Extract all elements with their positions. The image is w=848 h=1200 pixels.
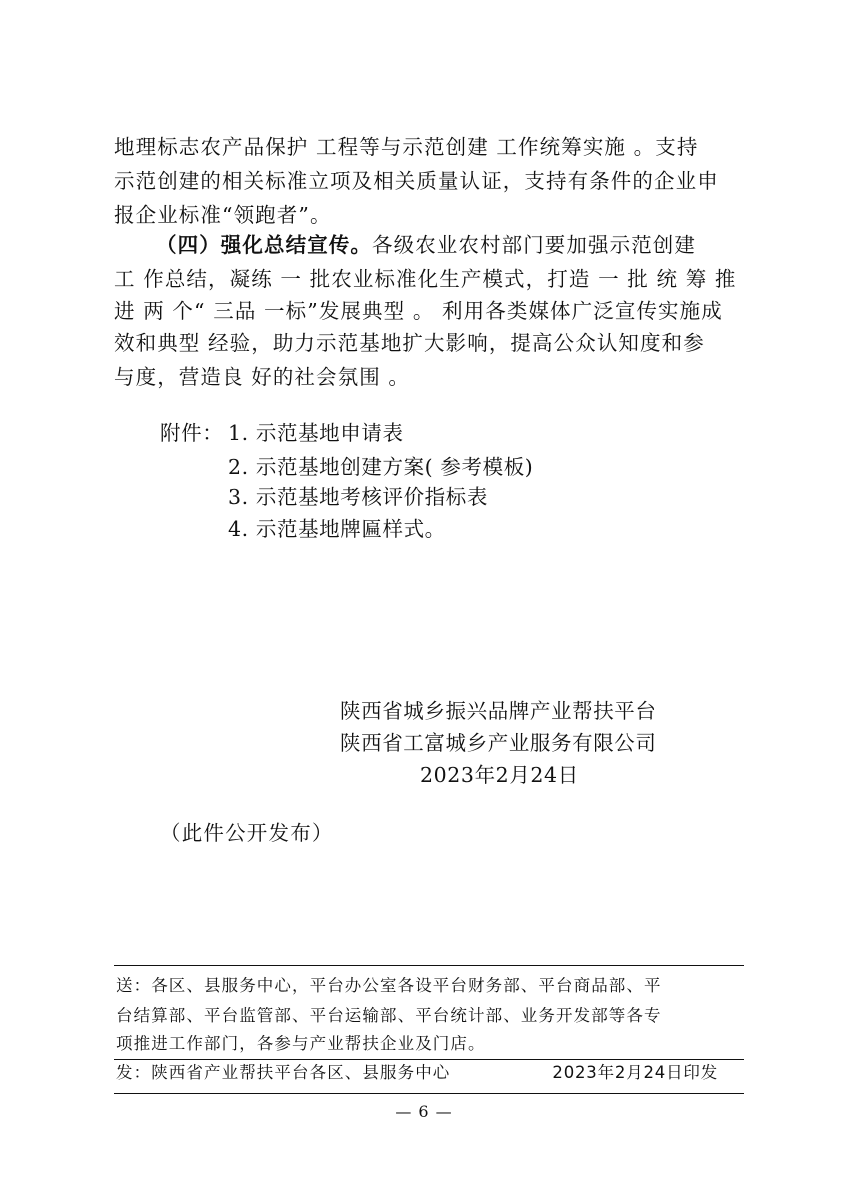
paragraph-line: 效和典型 经验，助力示范基地扩大影响，提高公众认知度和参 [114, 331, 705, 355]
distribution-line: 台结算部、平台监管部、平台运输部、平台统计部、业务开发部等各专 [116, 1006, 662, 1025]
paragraph-line: 地理标志农产品保护 工程等与示范创建 工作统筹实施 。支持 [114, 135, 699, 159]
attachment-item: 1. 示范基地申请表 [228, 421, 404, 445]
page-number: — 6 — [395, 1102, 453, 1121]
attachment-item: 4. 示范基地牌匾样式。 [228, 517, 446, 541]
public-release-note: （此件公开发布） [160, 821, 334, 845]
issue-date: 2023年2月24日印发 [552, 1063, 718, 1082]
attachment-item: 2. 示范基地创建方案( 参考模板) [228, 455, 534, 479]
paragraph-line: 示范创建的相关标准立项及相关质量认证，支持有条件的企业申 [114, 169, 719, 193]
paragraph-line: 工 作总结，凝练 一 批农业标准化生产模式，打造 一 批 统 筹 推 [114, 267, 737, 291]
attachment-item: 3. 示范基地考核评价指标表 [228, 485, 488, 509]
paragraph-line: 与度，营造良 好的社会氛围 。 [114, 365, 411, 389]
issuing-organization: 陕西省工富城乡产业服务有限公司 [340, 731, 657, 755]
footer-divider [114, 1059, 744, 1060]
attachments-label: 附件： [160, 421, 224, 445]
distribution-box [114, 965, 744, 1094]
distribution-line: 项推进工作部门，各参与产业帮扶企业及门店。 [116, 1034, 486, 1053]
issuer-line: 发：陕西省产业帮扶平台各区、县服务中心 [116, 1063, 451, 1082]
signature-date: 2023年2月24日 [420, 763, 579, 787]
paragraph-line: 进 两 个“ 三品 一标”发展典型 。 利用各类媒体广泛宣传实施成 [114, 299, 723, 323]
section-heading-line [156, 234, 696, 256]
paragraph-text: 各级农业农村部门要加强示范创建 [372, 233, 696, 257]
paragraph-line: 报企业标准“领跑者”。 [114, 203, 332, 227]
distribution-line: 送：各区、县服务中心，平台办公室各设平台财务部、平台商品部、平 [116, 976, 662, 995]
section-heading: （四）强化总结宣传。 [156, 233, 372, 257]
issuing-organization: 陕西省城乡振兴品牌产业帮扶平台 [340, 699, 657, 723]
